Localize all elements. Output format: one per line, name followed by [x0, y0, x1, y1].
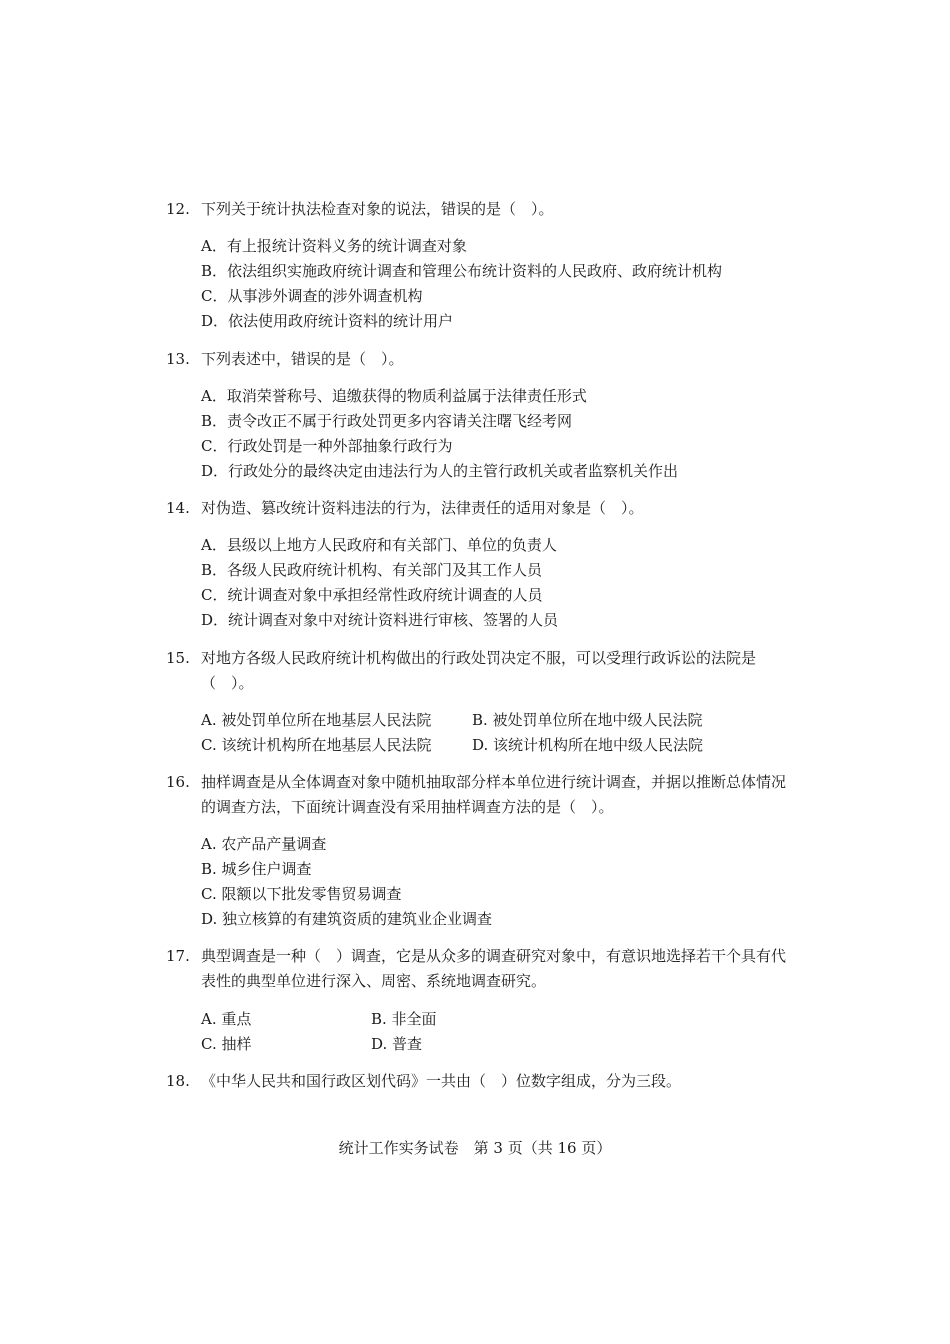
question-number: 15.	[166, 649, 190, 667]
question-text: 典型调查是一种（ ）调查，它是从众多的调查研究对象中，有意识地选择若干个具有代表性的典型单位进行深入、周密、系统地调查研究。	[201, 947, 787, 990]
option-a: A．县级以上地方人民政府和有关部门、单位的负责人	[201, 536, 557, 554]
question-16	[166, 770, 796, 820]
question-18	[166, 1069, 796, 1094]
option-d: D．统计调查对象中对统计资料进行审核、签署的人员	[201, 611, 559, 629]
option-a: A．有上报统计资料义务的统计调查对象	[201, 237, 467, 255]
question-text: 对伪造、篡改统计资料违法的行为，法律责任的适用对象是（ ）。	[201, 499, 644, 517]
option-b: B. 非全面	[371, 1010, 437, 1028]
question-text: 抽样调查是从全体调查对象中随机抽取部分样本单位进行统计调查，并据以推断总体情况的调查方法，下面统计调查没有采用抽样调查方法的是（ ）。	[201, 773, 787, 816]
question-number: 13.	[166, 350, 190, 368]
question-text: 对地方各级人民政府统计机构做出的行政处罚决定不服，可以受理行政诉讼的法院是（ ）。	[201, 649, 757, 692]
option-b: B．依法组织实施政府统计调查和管理公布统计资料的人民政府、政府统计机构	[201, 262, 723, 280]
option-d: D．行政处分的最终决定由违法行为人的主管行政机关或者监察机关作出	[201, 462, 679, 480]
option-c: C. 抽样	[201, 1035, 252, 1053]
option-a: A. 被处罚单位所在地基层人民法院	[201, 711, 432, 729]
option-a: A．取消荣誉称号、追缴获得的物质利益属于法律责任形式	[201, 387, 587, 405]
question-number: 18.	[166, 1072, 190, 1090]
option-b: B．各级人民政府统计机构、有关部门及其工作人员	[201, 561, 543, 579]
option-c: C. 限额以下批发零售贸易调查	[201, 885, 402, 903]
option-c: C．行政处罚是一种外部抽象行政行为	[201, 437, 453, 455]
option-b: B．责令改正不属于行政处罚更多内容请关注曙飞经考网	[201, 412, 573, 430]
question-text: 下列关于统计执法检查对象的说法，错误的是（ ）。	[201, 200, 554, 218]
question-text: 《中华人民共和国行政区划代码》一共由（ ）位数字组成，分为三段。	[201, 1072, 682, 1090]
option-c: C．从事涉外调查的涉外调查机构	[201, 287, 423, 305]
option-a: A. 重点	[201, 1010, 252, 1028]
option-c: C．统计调查对象中承担经常性政府统计调查的人员	[201, 586, 543, 604]
question-12	[166, 197, 796, 222]
question-13	[166, 347, 796, 372]
option-d: D．依法使用政府统计资料的统计用户	[201, 312, 454, 330]
option-b: B. 被处罚单位所在地中级人民法院	[472, 711, 703, 729]
question-number: 14.	[166, 499, 190, 517]
page-footer: 统计工作实务试卷 第 3 页（共 16 页）	[338, 1139, 612, 1157]
question-17	[166, 944, 796, 994]
question-14	[166, 496, 796, 521]
question-number: 16.	[166, 773, 190, 791]
option-d: D. 独立核算的有建筑资质的建筑业企业调查	[201, 910, 493, 928]
option-a: A. 农产品产量调查	[201, 835, 327, 853]
question-text: 下列表述中，错误的是（ ）。	[201, 350, 404, 368]
question-number: 17.	[166, 947, 190, 965]
option-d: D. 该统计机构所在地中级人民法院	[472, 736, 704, 754]
question-15	[166, 646, 796, 696]
option-d: D. 普查	[371, 1035, 423, 1053]
option-c: C. 该统计机构所在地基层人民法院	[201, 736, 432, 754]
option-b: B. 城乡住户调查	[201, 860, 312, 878]
question-number: 12.	[166, 200, 190, 218]
